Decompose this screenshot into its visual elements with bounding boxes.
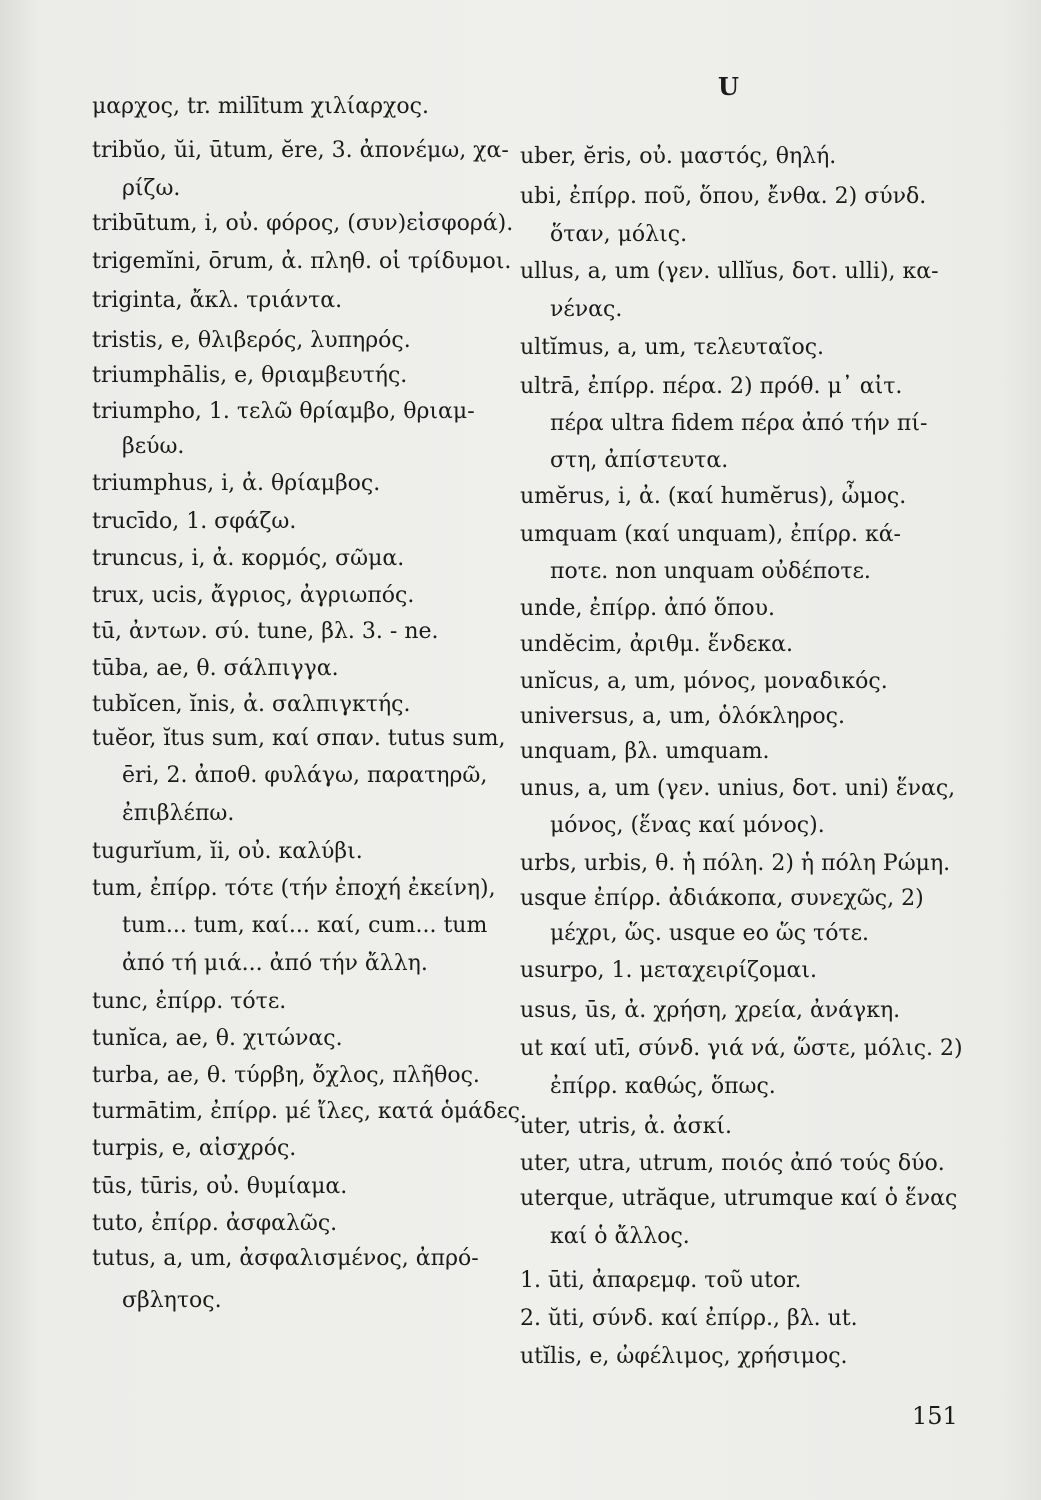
entry-line: μόνος, (ἕνας καί μόνος). <box>550 813 825 838</box>
entry-line: tubĭcen, ĭnis, ἀ. σαλπιγκτής. <box>92 692 411 717</box>
entry-line: unus, a, um (γεν. unius, δοτ. uni) ἕνας, <box>520 776 956 801</box>
entry-line: undĕcim, ἀριθμ. ἕνδεκα. <box>520 632 794 657</box>
entry-line: ποτε. non unquam οὐδέποτε. <box>550 559 871 584</box>
entry-line: umquam (καί unquam), ἐπίρρ. κά- <box>520 522 901 547</box>
entry-line: triumphus, i, ἀ. θρίαμβος. <box>92 471 381 496</box>
entry-line: tugurĭum, ĭi, οὐ. καλύβι. <box>92 839 363 864</box>
entry-line: umĕrus, i, ἀ. (καί humĕrus), ὦμος. <box>520 484 907 509</box>
entry-line: μέχρι, ὥς. usque eo ὥς τότε. <box>550 921 870 946</box>
entry-line: universus, a, um, ὁλόκληρος. <box>520 704 845 729</box>
entry-line: tutus, a, um, ἀσφαλισμένος, ἀπρό- <box>92 1246 479 1271</box>
entry-line: tristis, e, θλιβερός, λυπηρός. <box>92 328 411 353</box>
entry-line: trigemĭni, ōrum, ἀ. πληθ. οἱ τρίδυμοι. <box>92 249 512 274</box>
entry-line: ēri, 2. ἀποθ. φυλάγω, παρατηρῶ, <box>122 763 488 788</box>
entry-line: ἐπιβλέπω. <box>122 801 235 826</box>
entry-line: triumpho, 1. τελῶ θρίαμβο, θριαμ- <box>92 399 475 424</box>
entry-line: tribūtum, i, οὐ. φόρος, (συν)εἰσφορά). <box>92 211 514 236</box>
entry-line: tunc, ἐπίρρ. τότε. <box>92 989 287 1014</box>
entry-line: utĭlis, e, ὠφέλιμος, χρήσιμος. <box>520 1344 848 1369</box>
entry-line: ultĭmus, a, um, τελευταῖος. <box>520 335 825 360</box>
entry-line: tunĭca, ae, θ. χιτώνας. <box>92 1026 343 1051</box>
entry-line: tuĕor, ĭtus sum, καί σπαν. tutus sum, <box>92 726 506 751</box>
entry-line: ullus, a, um (γεν. ullĭus, δοτ. ulli), κα- <box>520 259 939 284</box>
entry-line: tribŭo, ŭi, ūtum, ĕre, 3. ἀπονέμω, χα- <box>92 138 509 163</box>
entry-line: trucīdo, 1. σφάζω. <box>92 509 297 534</box>
entry-line: μαρχος, tr. milītum χιλίαρχος. <box>92 94 429 119</box>
entry-line: uter, utra, utrum, ποιός ἀπό τούς δύο. <box>520 1151 945 1176</box>
entry-line: usus, ūs, ἀ. χρήση, χρεία, ἀνάγκη. <box>520 998 901 1023</box>
entry-line: triumphālis, e, θριαμβευτής. <box>92 363 408 388</box>
entry-line: turba, ae, θ. τύρβη, ὄχλος, πλῆθος. <box>92 1063 480 1088</box>
entry-line: tum, ἐπίρρ. τότε (τήν ἐποχή ἐκείνη), <box>92 876 496 901</box>
entry-line: ubi, ἐπίρρ. ποῦ, ὅπου, ἔνθα. 2) σύνδ. <box>520 184 927 209</box>
entry-line: tūba, ae, θ. σάλπιγγα. <box>92 656 339 681</box>
entry-line: ut καί utī, σύνδ. γιά νά, ὥστε, μόλις. 2) <box>520 1036 963 1061</box>
entry-line: πέρα ultra fidem πέρα ἀπό τήν πί- <box>550 411 928 436</box>
entry-line: καί ὁ ἄλλος. <box>550 1224 690 1249</box>
entry-line: unĭcus, a, um, μόνος, μοναδικός. <box>520 669 888 694</box>
entry-line: trux, ucis, ἄγριος, ἀγριωπός. <box>92 583 415 608</box>
letter-heading: U <box>718 72 739 101</box>
entry-line: triginta, ἄκλ. τριάντα. <box>92 288 343 313</box>
entry-line: σβλητος. <box>122 1288 222 1313</box>
entry-line: unde, ἐπίρρ. ἀπό ὅπου. <box>520 596 776 621</box>
entry-line: 2. ŭti, σύνδ. καί ἐπίρρ., βλ. ut. <box>520 1306 858 1331</box>
entry-line: tūs, tūris, οὐ. θυμίαμα. <box>92 1174 348 1199</box>
page-number: 151 <box>912 1402 958 1430</box>
entry-line: ἀπό τή μιά... ἀπό τήν ἄλλη. <box>122 951 428 976</box>
entry-line: uter, utris, ἀ. ἀσκί. <box>520 1114 733 1139</box>
entry-line: turpis, e, αἰσχρός. <box>92 1136 297 1161</box>
entry-line: νένας. <box>550 297 623 322</box>
entry-line: στη, ἀπίστευτα. <box>550 448 729 473</box>
entry-line: unquam, βλ. umquam. <box>520 739 770 764</box>
entry-line: uterque, utrăque, utrumque καί ὁ ἕνας <box>520 1186 958 1211</box>
entry-line: ultrā, ἐπίρρ. πέρα. 2) πρόθ. μ᾿ αἰτ. <box>520 374 903 399</box>
entry-line: ὅταν, μόλις. <box>550 222 688 247</box>
entry-line: usurpo, 1. μεταχειρίζομαι. <box>520 958 818 983</box>
entry-line: usque ἐπίρρ. ἀδιάκοπα, συνεχῶς, 2) <box>520 886 924 911</box>
entry-line: ρίζω. <box>122 176 181 201</box>
entry-line: βεύω. <box>122 434 185 459</box>
entry-line: uber, ĕris, οὐ. μαστός, θηλή. <box>520 144 837 169</box>
entry-line: tum... tum, καί... καί, cum... tum <box>122 913 488 938</box>
entry-line: truncus, i, ἀ. κορμός, σῶμα. <box>92 546 405 571</box>
entry-line: tuto, ἐπίρρ. ἀσφαλῶς. <box>92 1211 338 1236</box>
entry-line: tū, ἀντων. σύ. tune, βλ. 3. - ne. <box>92 619 439 644</box>
entry-line: 1. ūti, ἀπαρεμφ. τοῦ utor. <box>520 1268 802 1293</box>
entry-line: ἐπίρρ. καθώς, ὅπως. <box>550 1074 776 1099</box>
entry-line: turmātim, ἐπίρρ. μέ ἴλες, κατά ὁμάδες. <box>92 1099 527 1124</box>
entry-line: urbs, urbis, θ. ἡ πόλη. 2) ἡ πόλη Ρώμη. <box>520 851 951 876</box>
